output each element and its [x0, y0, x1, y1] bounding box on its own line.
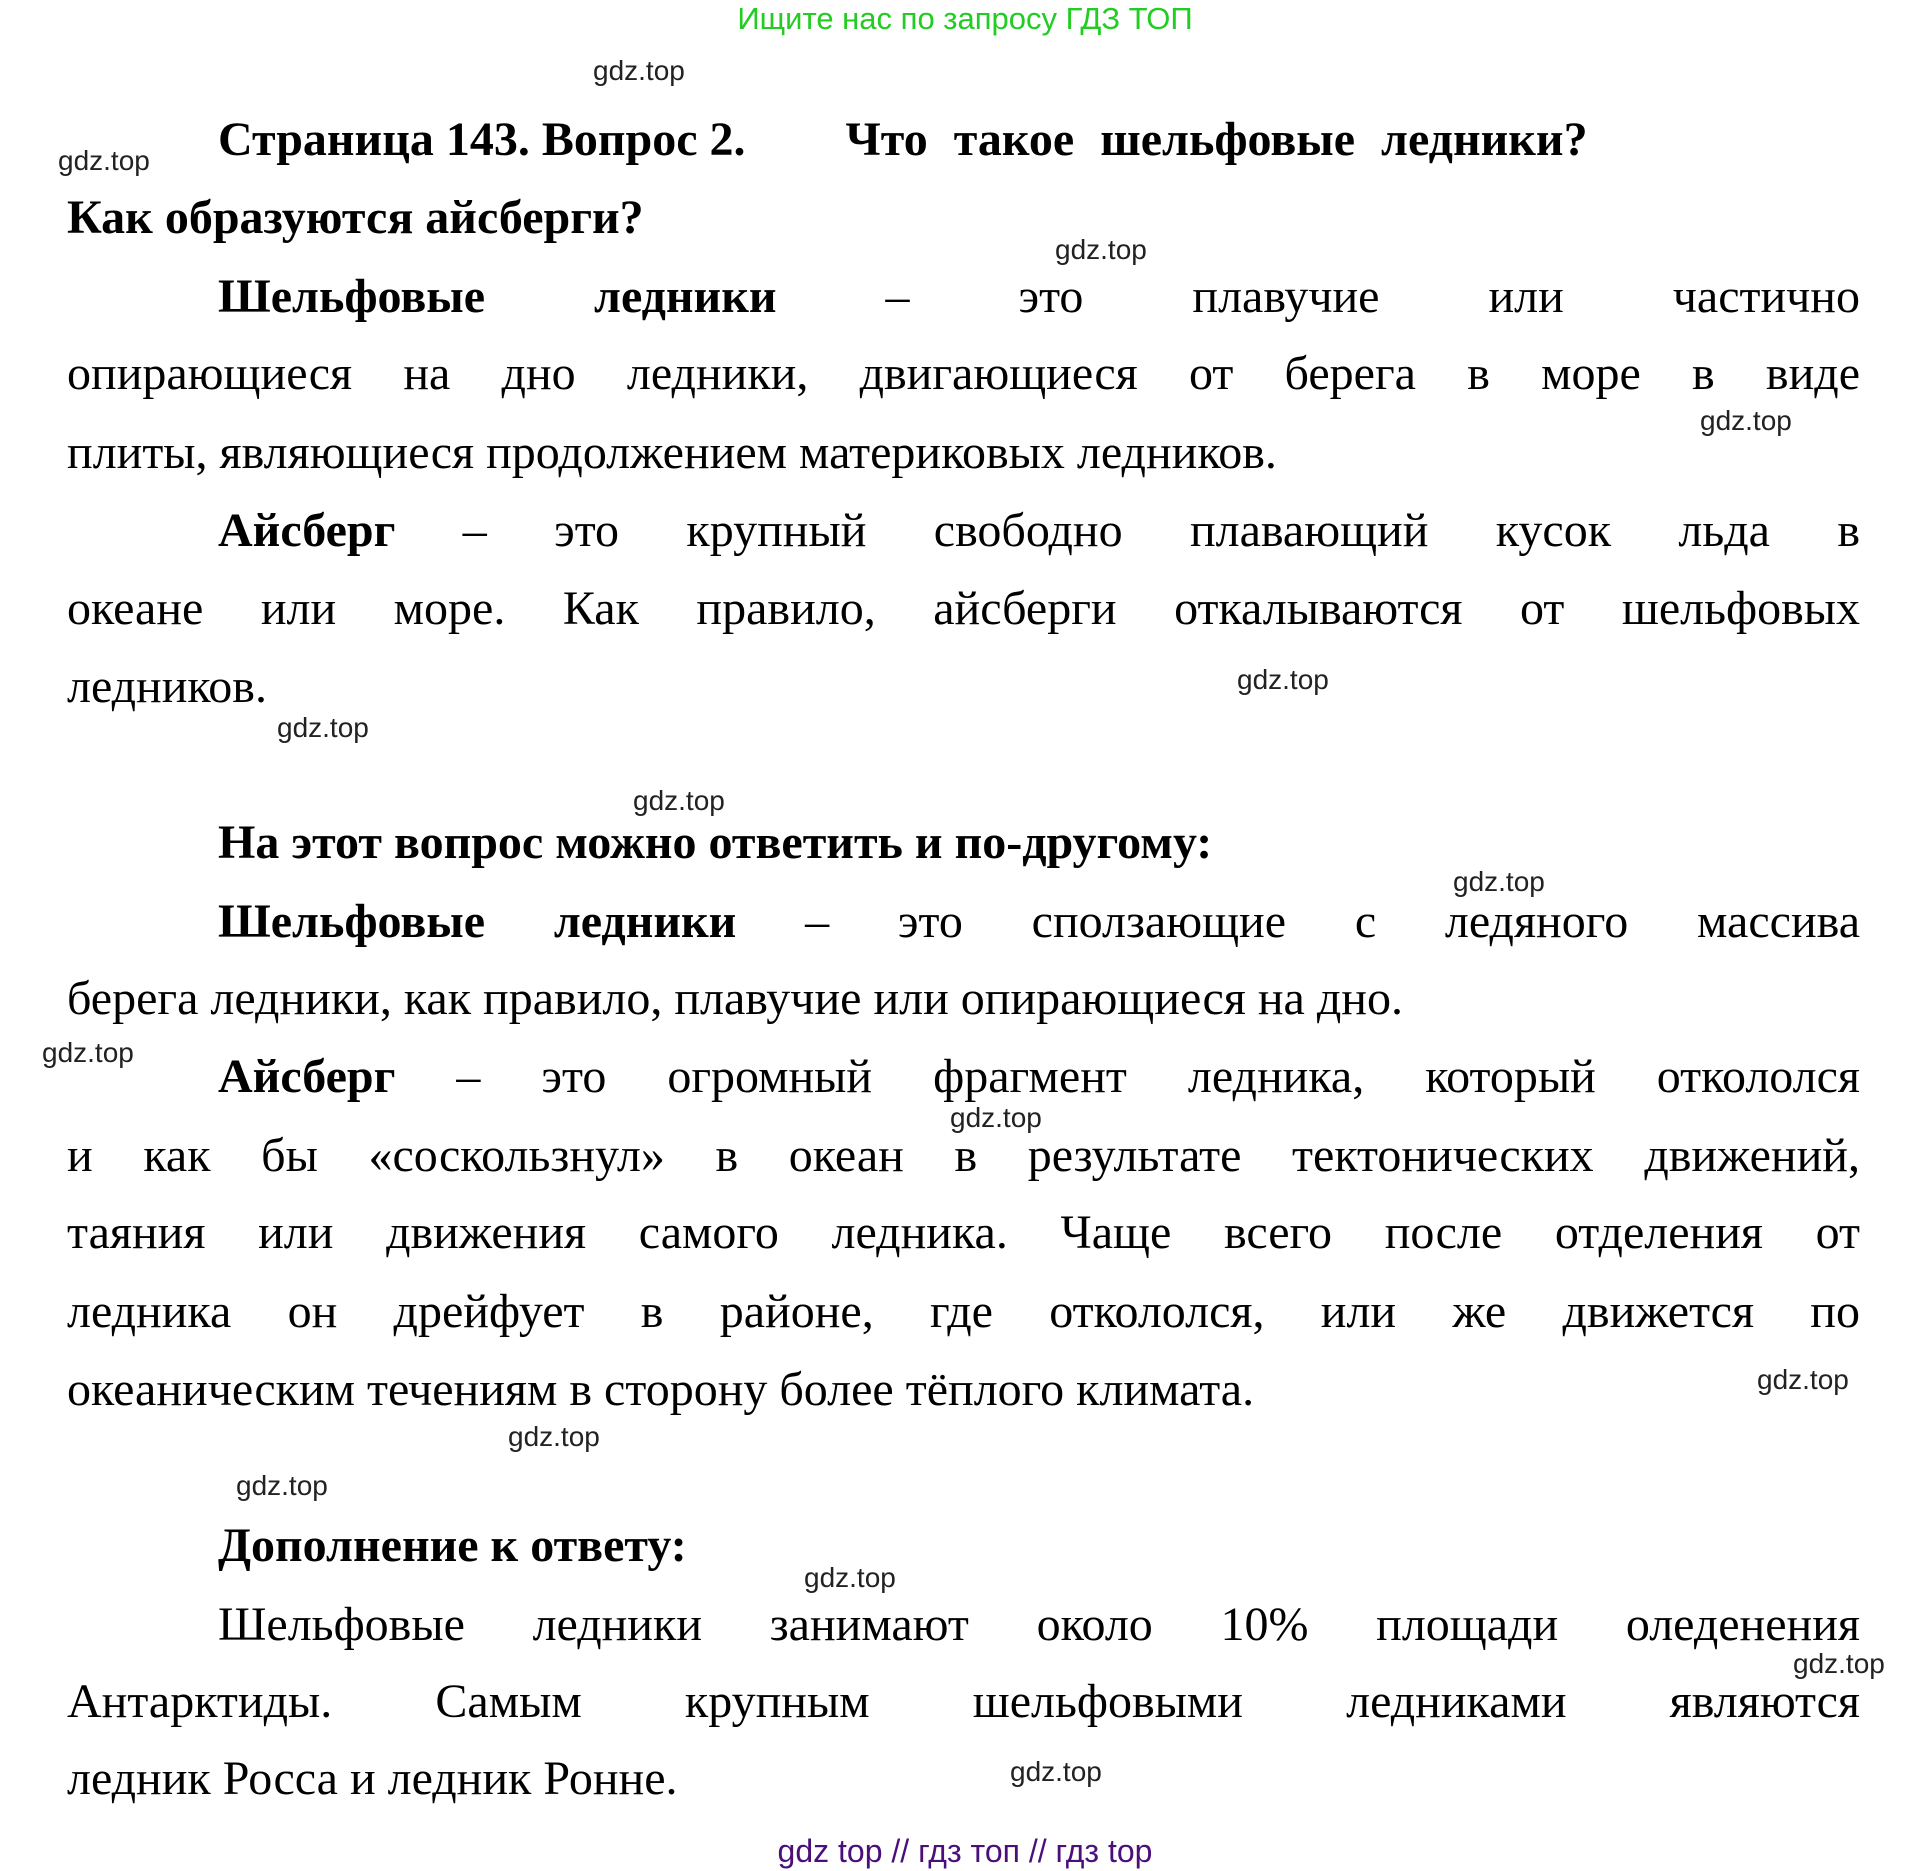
- term-shelf-glaciers: Шельфовые ледники: [218, 895, 737, 948]
- watermark: gdz.top: [1453, 866, 1545, 897]
- question-number: Страница 143. Вопрос 2.: [218, 113, 746, 166]
- term-iceberg: Айсберг: [218, 1050, 396, 1103]
- watermark: gdz.top: [950, 1102, 1042, 1133]
- addition-line1: Шельфовые ледники занимают около 10% площади оледенения: [218, 1598, 1860, 1651]
- answer2-p2-line3: таяния или движения самого ледника. Чаще всего после отделения от: [67, 1206, 1860, 1259]
- answer2-p2-line5: океаническим течениям в сторону более тёплого климата.: [67, 1363, 1255, 1416]
- search-banner: Ищите нас по запросу ГДЗ ТОП: [737, 1, 1193, 36]
- question-title-line-2: Как образуются айсберги?: [67, 191, 644, 244]
- addition-line2: Антарктиды. Самым крупным шельфовыми ледниками являются: [67, 1675, 1860, 1728]
- watermark: gdz.top: [1055, 234, 1147, 265]
- answer1-p2-line1: Айсберг – это крупный свободно плавающий кусок льда в: [218, 504, 1861, 557]
- answer1-p1-line3: плиты, являющиеся продолжением материковых ледников.: [67, 426, 1277, 479]
- answer2-p2-line4: ледника он дрейфует в районе, где откололся, или же движется по: [67, 1285, 1860, 1338]
- question-title-line-1: [218, 101, 1860, 179]
- answer1-p2-line3: ледников.: [67, 660, 267, 713]
- watermark: gdz.top: [1793, 1648, 1885, 1679]
- watermark: gdz.top: [58, 145, 150, 176]
- term-iceberg: Айсберг: [218, 504, 396, 557]
- answer1-p1-line1: Шельфовые ледники – это плавучие или частично: [218, 270, 1860, 323]
- watermark: gdz.top: [508, 1421, 600, 1452]
- watermark: gdz.top: [1237, 664, 1329, 695]
- answer2-p1-line1: Шельфовые ледники – это сползающие с ледяного массива: [218, 895, 1860, 948]
- watermark: gdz.top: [804, 1562, 896, 1593]
- watermark: gdz.top: [236, 1470, 328, 1501]
- addition-heading: Дополнение к ответу:: [218, 1519, 687, 1572]
- watermark: gdz.top: [1010, 1756, 1102, 1787]
- watermark: gdz.top: [277, 712, 369, 743]
- answer2-p1-line2: берега ледники, как правило, плавучие или опирающиеся на дно.: [67, 972, 1403, 1025]
- addition-line3: ледник Росса и ледник Ронне.: [67, 1752, 678, 1805]
- watermark: gdz.top: [1757, 1364, 1849, 1395]
- answer1-p2-line2: океане или море. Как правило, айсберги откалываются от шельфовых: [67, 582, 1860, 635]
- watermark: gdz.top: [1700, 405, 1792, 436]
- watermark: gdz.top: [593, 55, 685, 86]
- answer1-p1-line2: опирающиеся на дно ледники, двигающиеся от берега в море в виде: [67, 347, 1860, 400]
- answer2-p2-line1: Айсберг – это огромный фрагмент ледника, который откололся: [218, 1050, 1860, 1103]
- watermark: gdz.top: [42, 1037, 134, 1068]
- footer-links: gdz top // гдз топ // гдз top: [777, 1833, 1153, 1869]
- term-shelf-glaciers: Шельфовые ледники: [218, 270, 777, 323]
- question-text: Что такое шельфовые ледники?: [845, 113, 1588, 166]
- watermark: gdz.top: [633, 785, 725, 816]
- answer2-p2-line2: и как бы «соскользнул» в океан в результате тектонических движений,: [67, 1129, 1860, 1182]
- alt-answer-heading: На этот вопрос можно ответить и по-другому:: [218, 816, 1213, 869]
